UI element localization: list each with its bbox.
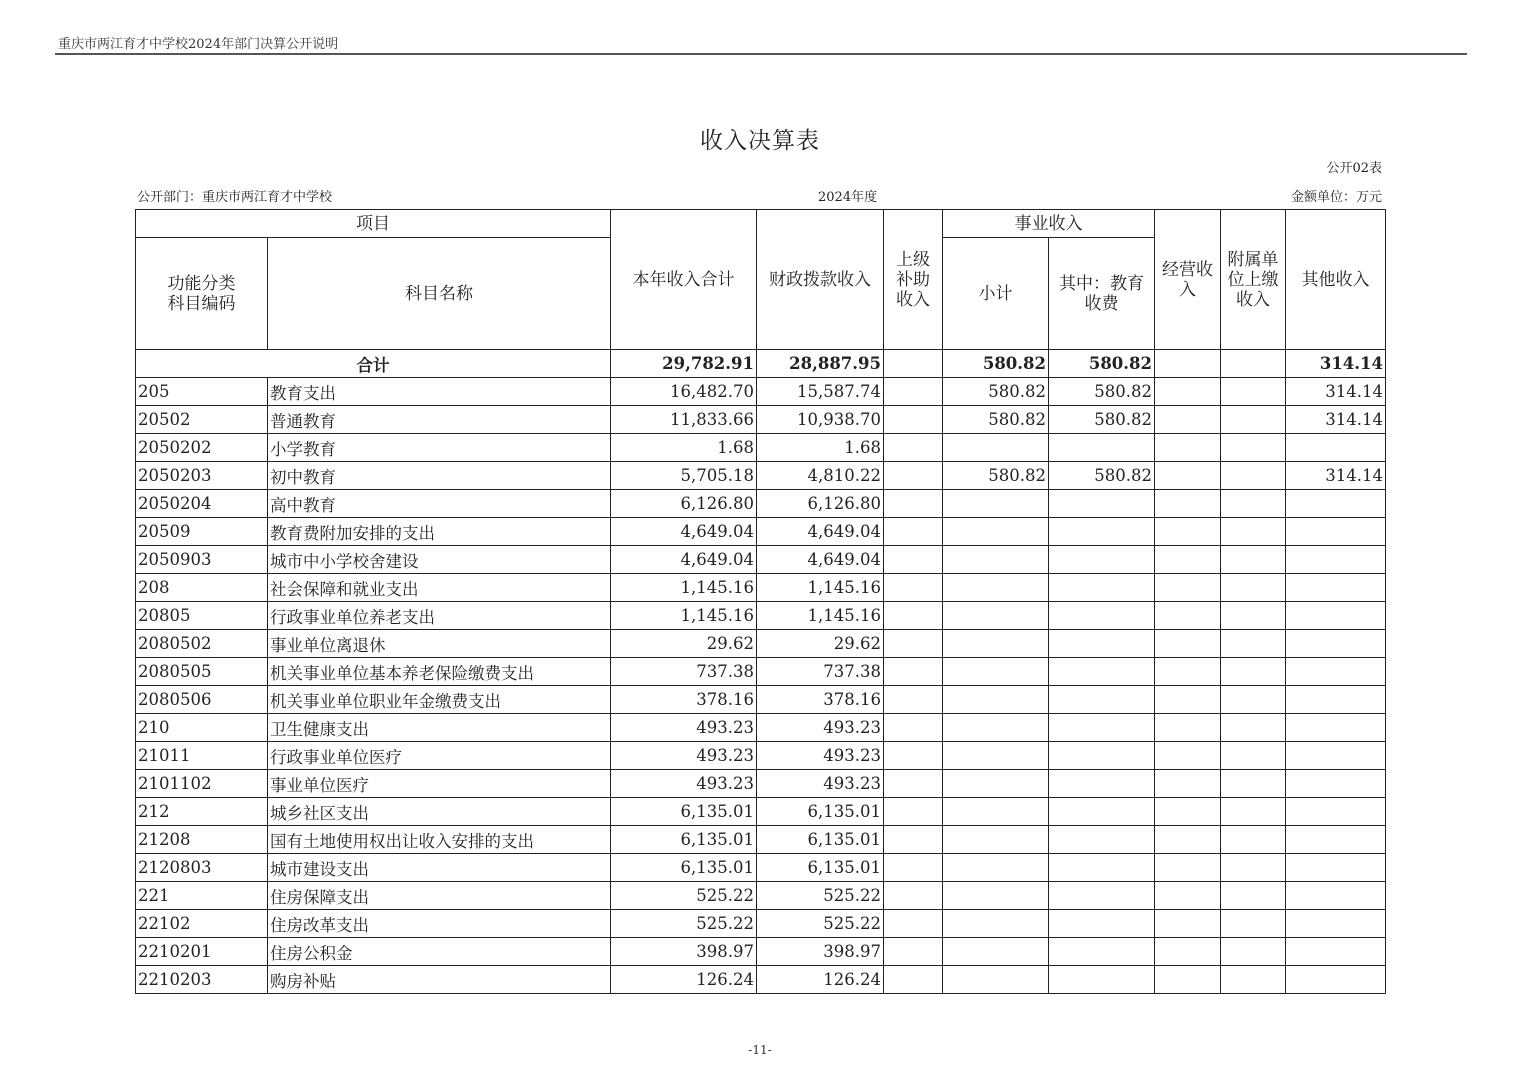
cell-other: [1286, 742, 1386, 770]
cell-operating: [1155, 574, 1221, 602]
cell-other: [1286, 882, 1386, 910]
cell-total: 1,145.16: [611, 602, 757, 630]
cell-edu-fee: 580.82: [1049, 350, 1155, 378]
cell-code: 212: [136, 798, 268, 826]
cell-other: [1286, 602, 1386, 630]
table-row: [136, 854, 1386, 882]
cell-operating: [1155, 910, 1221, 938]
cell-code: 20805: [136, 602, 268, 630]
cell-subtotal: [943, 518, 1049, 546]
cell-subtotal: [943, 434, 1049, 462]
cell-total: 6,135.01: [611, 854, 757, 882]
cell-name: 事业单位医疗: [268, 770, 611, 798]
cell-total: 493.23: [611, 742, 757, 770]
cell-affiliated: [1221, 854, 1286, 882]
cell-subtotal: [943, 938, 1049, 966]
cell-fiscal: 15,587.74: [757, 378, 884, 406]
cell-code: 22102: [136, 910, 268, 938]
cell-other: [1286, 434, 1386, 462]
cell-superior: [884, 630, 943, 658]
header-operating: 经营收 入: [1155, 210, 1221, 350]
cell-fiscal: 10,938.70: [757, 406, 884, 434]
cell-code: 2080505: [136, 658, 268, 686]
cell-subtotal: 580.82: [943, 350, 1049, 378]
cell-fiscal: 398.97: [757, 938, 884, 966]
cell-operating: [1155, 714, 1221, 742]
cell-total: 4,649.04: [611, 518, 757, 546]
cell-total: 378.16: [611, 686, 757, 714]
cell-superior: [884, 462, 943, 490]
table-row: [136, 518, 1386, 546]
cell-name: 小学教育: [268, 434, 611, 462]
table-row: [136, 742, 1386, 770]
cell-operating: [1155, 490, 1221, 518]
cell-subtotal: [943, 910, 1049, 938]
cell-other: [1286, 770, 1386, 798]
cell-name: 机关事业单位基本养老保险缴费支出: [268, 658, 611, 686]
cell-superior: [884, 686, 943, 714]
cell-superior: [884, 854, 943, 882]
cell-name: 普通教育: [268, 406, 611, 434]
table-number: 公开02表: [1326, 161, 1382, 176]
cell-code: 208: [136, 574, 268, 602]
cell-superior: [884, 966, 943, 994]
cell-edu-fee: [1049, 658, 1155, 686]
cell-subtotal: 580.82: [943, 406, 1049, 434]
cell-subtotal: [943, 714, 1049, 742]
cell-subtotal: [943, 882, 1049, 910]
header-affiliated: 附属单 位上缴 收入: [1221, 210, 1286, 350]
cell-affiliated: [1221, 518, 1286, 546]
cell-total: 1,145.16: [611, 574, 757, 602]
cell-superior: [884, 742, 943, 770]
cell-total: 6,126.80: [611, 490, 757, 518]
cell-total: 6,135.01: [611, 826, 757, 854]
cell-fiscal: 28,887.95: [757, 350, 884, 378]
cell-affiliated: [1221, 546, 1286, 574]
table-row: [136, 686, 1386, 714]
table-row: [136, 602, 1386, 630]
cell-other: [1286, 658, 1386, 686]
cell-code: 2101102: [136, 770, 268, 798]
cell-fiscal: 378.16: [757, 686, 884, 714]
total-row: [136, 350, 1386, 378]
cell-superior: [884, 658, 943, 686]
cell-other: [1286, 714, 1386, 742]
cell-operating: [1155, 966, 1221, 994]
table-title: 收入决算表: [700, 128, 820, 154]
table-row: [136, 882, 1386, 910]
cell-superior: [884, 434, 943, 462]
table-row: [136, 658, 1386, 686]
cell-superior: [884, 826, 943, 854]
cell-fiscal: 6,135.01: [757, 826, 884, 854]
cell-name: 社会保障和就业支出: [268, 574, 611, 602]
cell-superior: [884, 378, 943, 406]
cell-other: [1286, 798, 1386, 826]
cell-total: 11,833.66: [611, 406, 757, 434]
cell-superior: [884, 602, 943, 630]
cell-superior: [884, 518, 943, 546]
header-total: 本年收入合计: [611, 210, 757, 350]
cell-affiliated: [1221, 490, 1286, 518]
cell-operating: [1155, 854, 1221, 882]
cell-subtotal: [943, 826, 1049, 854]
cell-operating: [1155, 742, 1221, 770]
cell-fiscal: 126.24: [757, 966, 884, 994]
cell-edu-fee: [1049, 434, 1155, 462]
cell-superior: [884, 350, 943, 378]
table-row: [136, 798, 1386, 826]
cell-name: 行政事业单位养老支出: [268, 602, 611, 630]
cell-affiliated: [1221, 602, 1286, 630]
cell-operating: [1155, 406, 1221, 434]
cell-fiscal: 493.23: [757, 714, 884, 742]
cell-other: [1286, 518, 1386, 546]
cell-code: 2080506: [136, 686, 268, 714]
cell-edu-fee: [1049, 798, 1155, 826]
cell-subtotal: [943, 630, 1049, 658]
cell-edu-fee: [1049, 518, 1155, 546]
cell-subtotal: [943, 966, 1049, 994]
cell-operating: [1155, 826, 1221, 854]
table-row: [136, 966, 1386, 994]
unit-label: 金额单位：万元: [1290, 190, 1382, 205]
department-label: 公开部门：重庆市两江育才中学校: [137, 190, 333, 205]
year-label: 2024年度: [818, 190, 878, 205]
cell-other: [1286, 910, 1386, 938]
cell-affiliated: [1221, 882, 1286, 910]
cell-subtotal: [943, 798, 1049, 826]
cell-other: [1286, 686, 1386, 714]
cell-code: 210: [136, 714, 268, 742]
table-row: [136, 770, 1386, 798]
table-row: [136, 826, 1386, 854]
cell-fiscal: 1,145.16: [757, 602, 884, 630]
cell-total: 493.23: [611, 714, 757, 742]
cell-code: 2080502: [136, 630, 268, 658]
cell-subtotal: 580.82: [943, 378, 1049, 406]
cell-subtotal: [943, 574, 1049, 602]
cell-name: 教育费附加安排的支出: [268, 518, 611, 546]
cell-affiliated: [1221, 686, 1286, 714]
cell-fiscal: 4,649.04: [757, 518, 884, 546]
cell-fiscal: 4,649.04: [757, 546, 884, 574]
header-subtotal: 小计: [943, 238, 1049, 350]
cell-total: 525.22: [611, 910, 757, 938]
cell-affiliated: [1221, 574, 1286, 602]
cell-fiscal: 1,145.16: [757, 574, 884, 602]
cell-name: 国有土地使用权出让收入安排的支出: [268, 826, 611, 854]
cell-affiliated: [1221, 770, 1286, 798]
cell-affiliated: [1221, 798, 1286, 826]
cell-edu-fee: [1049, 546, 1155, 574]
cell-name: 卫生健康支出: [268, 714, 611, 742]
cell-fiscal: 6,135.01: [757, 798, 884, 826]
cell-subtotal: 580.82: [943, 462, 1049, 490]
header-business: 事业收入: [943, 210, 1155, 238]
cell-affiliated: [1221, 378, 1286, 406]
table-row: [136, 630, 1386, 658]
cell-name: 初中教育: [268, 462, 611, 490]
cell-total: 29,782.91: [611, 350, 757, 378]
cell-name: 住房公积金: [268, 938, 611, 966]
header-fiscal: 财政拨款收入: [757, 210, 884, 350]
cell-total: 16,482.70: [611, 378, 757, 406]
cell-affiliated: [1221, 826, 1286, 854]
cell-total: 6,135.01: [611, 798, 757, 826]
cell-superior: [884, 490, 943, 518]
cell-operating: [1155, 686, 1221, 714]
cell-fiscal: 737.38: [757, 658, 884, 686]
cell-operating: [1155, 546, 1221, 574]
cell-operating: [1155, 770, 1221, 798]
cell-code: 205: [136, 378, 268, 406]
cell-code: 2050202: [136, 434, 268, 462]
cell-other: [1286, 490, 1386, 518]
cell-subtotal: [943, 854, 1049, 882]
cell-affiliated: [1221, 350, 1286, 378]
header-other: 其他收入: [1286, 210, 1386, 350]
cell-code: 2050903: [136, 546, 268, 574]
cell-code: 2210201: [136, 938, 268, 966]
cell-subtotal: [943, 770, 1049, 798]
header-name: 科目名称: [268, 238, 611, 350]
table-row: [136, 490, 1386, 518]
cell-fiscal: 525.22: [757, 910, 884, 938]
cell-other: [1286, 938, 1386, 966]
cell-other: [1286, 546, 1386, 574]
cell-edu-fee: [1049, 602, 1155, 630]
cell-other: 314.14: [1286, 462, 1386, 490]
cell-operating: [1155, 658, 1221, 686]
cell-total: 493.23: [611, 770, 757, 798]
cell-name: 城市中小学校舍建设: [268, 546, 611, 574]
cell-affiliated: [1221, 658, 1286, 686]
cell-fiscal: 1.68: [757, 434, 884, 462]
cell-fiscal: 6,135.01: [757, 854, 884, 882]
cell-code: 20509: [136, 518, 268, 546]
cell-fiscal: 29.62: [757, 630, 884, 658]
cell-name: 住房改革支出: [268, 910, 611, 938]
cell-operating: [1155, 434, 1221, 462]
page-number: -11-: [748, 1043, 772, 1057]
cell-operating: [1155, 882, 1221, 910]
cell-edu-fee: [1049, 630, 1155, 658]
cell-other: [1286, 630, 1386, 658]
cell-code: 2210203: [136, 966, 268, 994]
cell-other: [1286, 966, 1386, 994]
cell-total: 398.97: [611, 938, 757, 966]
table-row: [136, 938, 1386, 966]
cell-code: 2050204: [136, 490, 268, 518]
cell-superior: [884, 938, 943, 966]
cell-affiliated: [1221, 966, 1286, 994]
cell-superior: [884, 406, 943, 434]
cell-other: 314.14: [1286, 350, 1386, 378]
table-row: [136, 406, 1386, 434]
cell-affiliated: [1221, 630, 1286, 658]
cell-other: [1286, 574, 1386, 602]
cell-operating: [1155, 630, 1221, 658]
cell-name: 购房补贴: [268, 966, 611, 994]
cell-edu-fee: [1049, 854, 1155, 882]
header-edu-fee: 其中：教育 收费: [1049, 238, 1155, 350]
cell-superior: [884, 574, 943, 602]
cell-superior: [884, 910, 943, 938]
cell-edu-fee: [1049, 714, 1155, 742]
cell-affiliated: [1221, 938, 1286, 966]
cell-subtotal: [943, 742, 1049, 770]
header-superior: 上级 补助 收入: [884, 210, 943, 350]
cell-name: 住房保障支出: [268, 882, 611, 910]
cell-affiliated: [1221, 434, 1286, 462]
cell-affiliated: [1221, 910, 1286, 938]
cell-name: 城市建设支出: [268, 854, 611, 882]
cell-subtotal: [943, 602, 1049, 630]
cell-superior: [884, 546, 943, 574]
table-row: [136, 546, 1386, 574]
cell-operating: [1155, 462, 1221, 490]
cell-edu-fee: [1049, 938, 1155, 966]
cell-subtotal: [943, 658, 1049, 686]
cell-edu-fee: [1049, 742, 1155, 770]
cell-subtotal: [943, 546, 1049, 574]
cell-total: 525.22: [611, 882, 757, 910]
cell-edu-fee: 580.82: [1049, 406, 1155, 434]
header-item: 项目: [136, 210, 611, 238]
cell-operating: [1155, 938, 1221, 966]
table-row: [136, 462, 1386, 490]
cell-total: 126.24: [611, 966, 757, 994]
header-rule: [55, 53, 1467, 55]
table-row: [136, 378, 1386, 406]
cell-other: [1286, 826, 1386, 854]
document-header: 重庆市两江育才中学校2024年部门决算公开说明: [58, 37, 339, 52]
cell-other: 314.14: [1286, 406, 1386, 434]
cell-code: 2050203: [136, 462, 268, 490]
cell-edu-fee: [1049, 966, 1155, 994]
cell-name: 教育支出: [268, 378, 611, 406]
cell-operating: [1155, 602, 1221, 630]
cell-code: 21208: [136, 826, 268, 854]
cell-total: 1.68: [611, 434, 757, 462]
cell-affiliated: [1221, 462, 1286, 490]
cell-edu-fee: [1049, 686, 1155, 714]
cell-fiscal: 493.23: [757, 742, 884, 770]
cell-name: 高中教育: [268, 490, 611, 518]
table-row: [136, 574, 1386, 602]
cell-code: 21011: [136, 742, 268, 770]
cell-fiscal: 493.23: [757, 770, 884, 798]
cell-fiscal: 6,126.80: [757, 490, 884, 518]
cell-operating: [1155, 518, 1221, 546]
cell-affiliated: [1221, 742, 1286, 770]
cell-other: 314.14: [1286, 378, 1386, 406]
cell-edu-fee: [1049, 910, 1155, 938]
cell-code: 221: [136, 882, 268, 910]
cell-superior: [884, 714, 943, 742]
table-row: [136, 714, 1386, 742]
cell-edu-fee: [1049, 574, 1155, 602]
cell-superior: [884, 798, 943, 826]
cell-code: 20502: [136, 406, 268, 434]
cell-edu-fee: [1049, 770, 1155, 798]
table-row: [136, 910, 1386, 938]
total-label: 合计: [136, 350, 611, 378]
cell-affiliated: [1221, 714, 1286, 742]
cell-name: 事业单位离退休: [268, 630, 611, 658]
cell-total: 737.38: [611, 658, 757, 686]
cell-operating: [1155, 378, 1221, 406]
cell-edu-fee: [1049, 826, 1155, 854]
cell-total: 5,705.18: [611, 462, 757, 490]
cell-name: 机关事业单位职业年金缴费支出: [268, 686, 611, 714]
cell-edu-fee: 580.82: [1049, 378, 1155, 406]
cell-code: 2120803: [136, 854, 268, 882]
table-meta: [137, 186, 1385, 204]
cell-fiscal: 4,810.22: [757, 462, 884, 490]
cell-affiliated: [1221, 406, 1286, 434]
cell-superior: [884, 770, 943, 798]
cell-name: 城乡社区支出: [268, 798, 611, 826]
cell-superior: [884, 882, 943, 910]
cell-fiscal: 525.22: [757, 882, 884, 910]
cell-edu-fee: 580.82: [1049, 462, 1155, 490]
cell-operating: [1155, 350, 1221, 378]
cell-operating: [1155, 798, 1221, 826]
cell-other: [1286, 854, 1386, 882]
cell-total: 29.62: [611, 630, 757, 658]
cell-subtotal: [943, 686, 1049, 714]
header-code: 功能分类 科目编码: [136, 238, 268, 350]
cell-subtotal: [943, 490, 1049, 518]
income-table: [135, 209, 1386, 994]
cell-name: 行政事业单位医疗: [268, 742, 611, 770]
cell-edu-fee: [1049, 882, 1155, 910]
table-row: [136, 434, 1386, 462]
cell-edu-fee: [1049, 490, 1155, 518]
cell-total: 4,649.04: [611, 546, 757, 574]
